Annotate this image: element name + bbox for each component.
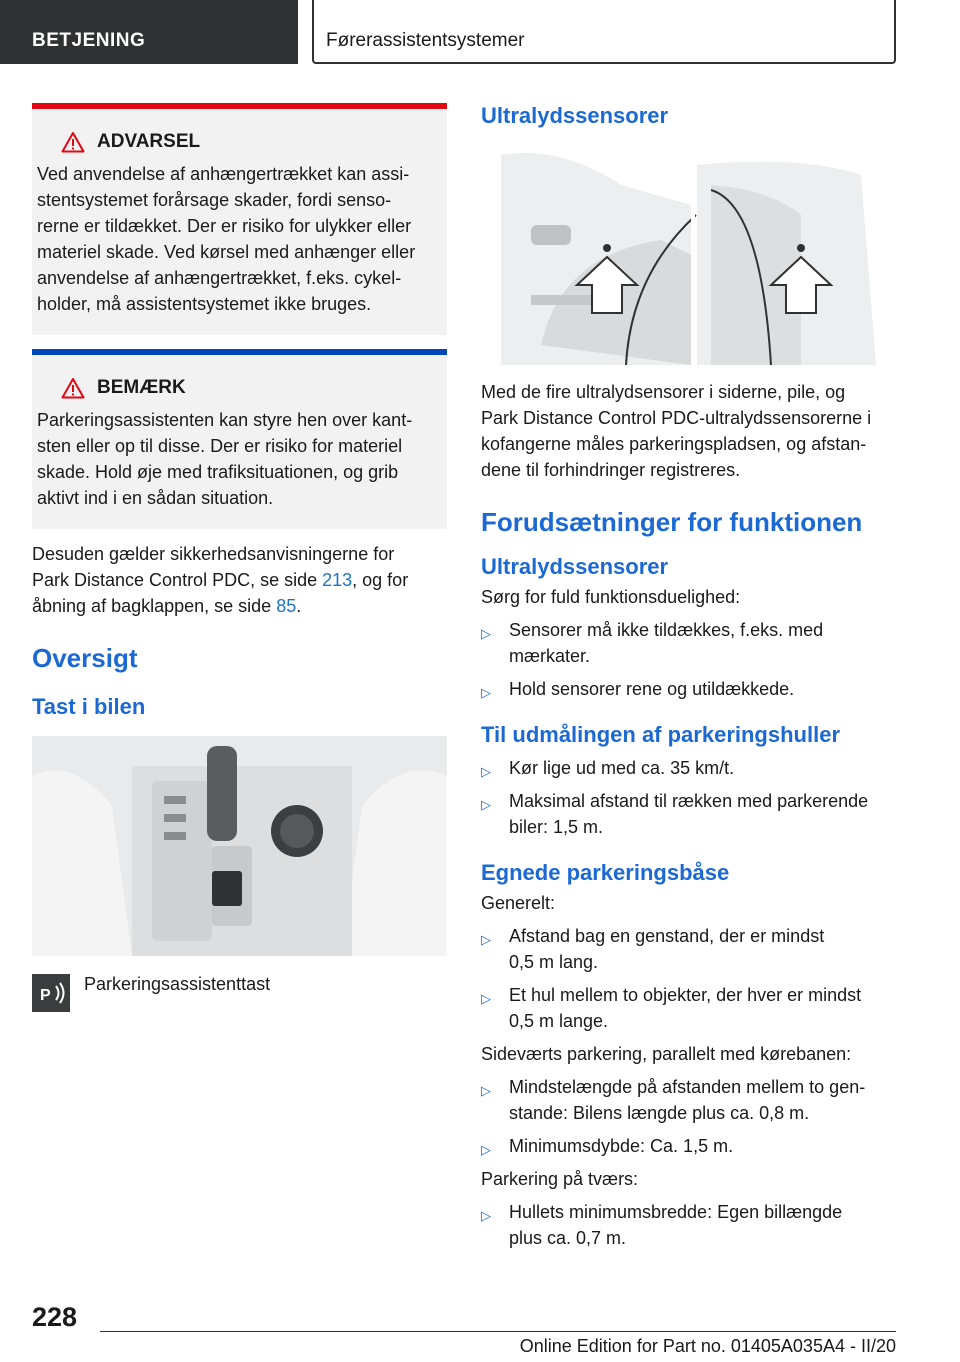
list-item-line: Minimumsdybde: Ca. 1,5 m. — [509, 1136, 734, 1156]
prerequisites-sensors-heading: Ultralydssensorer — [481, 554, 669, 579]
cross-list — [481, 1199, 896, 1251]
right-column — [481, 103, 896, 1251]
list-item-line: plus ca. 0,7 m. — [509, 1228, 627, 1248]
car-side-sensors-image — [501, 145, 876, 365]
sensors-line: Park Distance Control PDC-ultralydssensorerne i — [481, 408, 872, 428]
cross-label: Parkering på tværs: — [481, 1169, 639, 1189]
warning-box — [32, 103, 447, 335]
list-item-line: mærkater. — [509, 646, 591, 666]
triangle-bullet-icon: ▷ — [481, 764, 491, 779]
list-item-line: stande: Bilens længde plus ca. 0,8 m. — [509, 1103, 810, 1123]
list-item — [481, 617, 896, 669]
list-item — [481, 923, 896, 975]
list-item — [481, 1074, 896, 1126]
warning-line: holder, må assistentsystemet ikke bruges. — [37, 294, 372, 314]
list-item-line: Sensorer må ikke tildækkes, f.eks. med — [509, 620, 824, 640]
triangle-bullet-icon: ▷ — [481, 797, 491, 812]
prerequisites-list — [481, 617, 896, 702]
triangle-bullet-icon: ▷ — [481, 1208, 491, 1223]
warning-line: stentsystemet forårsage skader, fordi senso- — [37, 190, 392, 210]
also-line-2-tail: , og for — [352, 570, 409, 590]
page-link-213[interactable]: 213 — [322, 570, 353, 590]
triangle-bullet-icon: ▷ — [481, 991, 491, 1006]
note-text — [37, 407, 437, 511]
left-column — [32, 103, 447, 1012]
triangle-bullet-icon: ▷ — [481, 1142, 491, 1157]
note-box — [32, 349, 447, 529]
general-list — [481, 923, 896, 1034]
warning-title-text: ADVARSEL — [97, 131, 201, 152]
list-item — [481, 788, 896, 840]
also-line-3-tail: . — [296, 596, 302, 616]
list-item-line: Et hul mellem to objekter, der hver er mindst — [509, 985, 862, 1005]
note-line: Parkeringsassistenten kan styre hen over kant- — [37, 410, 413, 430]
warning-text — [37, 161, 437, 317]
list-item-line: Mindstelængde på afstanden mellem to gen- — [509, 1077, 866, 1097]
footer-divider — [100, 1331, 896, 1332]
list-item-line: Afstand bag en genstand, der er mindst — [509, 926, 825, 946]
also-applies-text — [32, 541, 447, 619]
note-line: aktivt ind i en sådan situation. — [37, 488, 274, 508]
parallel-list — [481, 1074, 896, 1159]
warning-line: materiel skade. Ved kørsel med anhænger eller — [37, 242, 416, 262]
note-line: skade. Hold øje med trafiksituationen, og grib — [37, 462, 399, 482]
also-line-3 — [32, 593, 447, 619]
image-caption — [32, 974, 447, 1012]
measuring-heading: Til udmålingen af parkeringshuller — [481, 722, 841, 747]
also-line-1: Desuden gælder sikkerhedsanvisningerne for — [32, 544, 395, 564]
list-item-line: Kør lige ud med ca. 35 km/t. — [509, 758, 735, 778]
header-chapter-label: Førerassistentsystemer — [326, 30, 525, 51]
parallel-label: Sideværts parkering, parallelt med kørebanen: — [481, 1044, 852, 1064]
sensors-line: kofangerne måles parkeringspladsen, og afstan- — [481, 434, 867, 454]
sensors-line: dene til forhindringer registreres. — [481, 460, 741, 480]
prerequisites-heading: Forudsætninger for funktionen — [481, 507, 863, 537]
triangle-bullet-icon: ▷ — [481, 626, 491, 641]
notice-triangle-icon — [61, 377, 85, 399]
sensors-description — [481, 379, 896, 483]
triangle-bullet-icon: ▷ — [481, 685, 491, 700]
caption-text: Parkeringsassistenttast — [84, 974, 271, 994]
note-line: sten eller op til disse. Der er risiko for materiel — [37, 436, 403, 456]
list-item — [481, 676, 896, 702]
park-assist-button-icon — [32, 974, 70, 1012]
page-link-85[interactable]: 85 — [276, 596, 297, 616]
overview-heading: Oversigt — [32, 643, 138, 673]
header-section-tab — [0, 0, 298, 64]
note-title-text: BEMÆRK — [97, 377, 186, 398]
general-label: Generelt: — [481, 893, 556, 913]
header-chapter-tab — [312, 0, 896, 64]
page-number: 228 — [32, 1302, 78, 1332]
warning-line: anvendelse af anhængertrækket, f.eks. cykel- — [37, 268, 402, 288]
list-item — [481, 755, 896, 781]
list-item-line: 0,5 m lang. — [509, 952, 599, 972]
also-line-3-text: åbning af bagklappen, se side — [32, 596, 277, 616]
list-item — [481, 1133, 896, 1159]
list-item-line: Hullets minimumsbredde: Egen billængde — [509, 1202, 843, 1222]
triangle-bullet-icon: ▷ — [481, 932, 491, 947]
also-line-2 — [32, 567, 447, 593]
header-section-label: BETJENING — [32, 30, 146, 51]
warning-title — [61, 131, 437, 153]
prerequisites-intro: Sørg for fuld funktionsduelighed: — [481, 587, 741, 607]
warning-triangle-icon — [61, 131, 85, 153]
list-item-line: 0,5 m lange. — [509, 1011, 609, 1031]
warning-line: rerne er tildækket. Der er risiko for ulykker eller — [37, 216, 412, 236]
list-item — [481, 982, 896, 1034]
footer-edition: Online Edition for Part no. 01405A035A4 - II/20 — [519, 1336, 896, 1356]
also-line-2-text: Park Distance Control PDC, se side — [32, 570, 323, 590]
list-item — [481, 1199, 896, 1251]
center-console-image — [32, 736, 447, 956]
list-item-line: Maksimal afstand til rækken med parkerende — [509, 791, 869, 811]
warning-line: Ved anvendelse af anhængertrækket kan assi- — [37, 164, 410, 184]
note-title — [61, 377, 437, 399]
svg-text:P: P — [40, 987, 51, 1004]
list-item-line: Hold sensorer rene og utildækkede. — [509, 679, 795, 699]
triangle-bullet-icon: ▷ — [481, 1083, 491, 1098]
ultrasonic-sensors-heading: Ultralydssensorer — [481, 103, 669, 128]
sensors-line: Med de fire ultralydsensorer i siderne, pile, og — [481, 382, 846, 402]
button-in-car-heading: Tast i bilen — [32, 694, 146, 719]
suitable-spaces-heading: Egnede parkeringsbåse — [481, 860, 730, 885]
measuring-list — [481, 755, 896, 840]
list-item-line: biler: 1,5 m. — [509, 817, 604, 837]
